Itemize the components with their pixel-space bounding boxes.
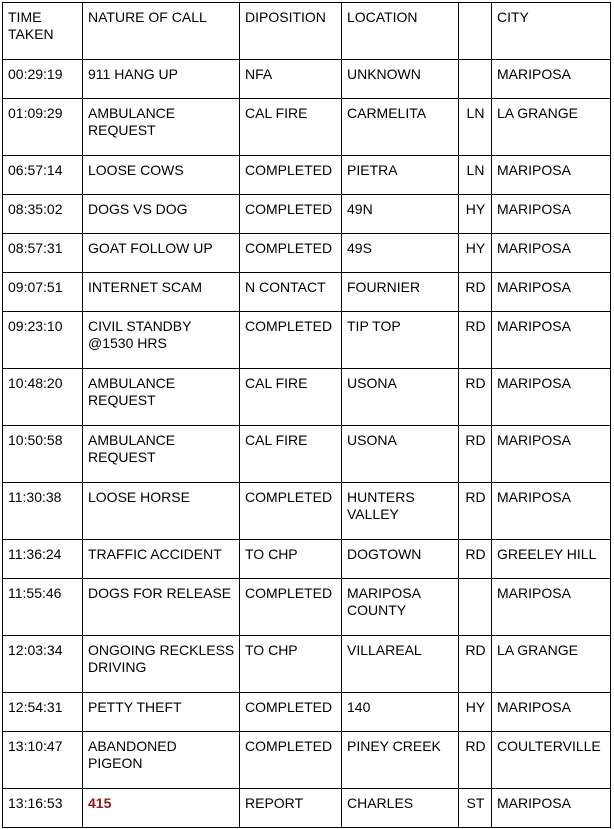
cell-nature: 415 <box>83 789 240 828</box>
cell-nature: TRAFFIC ACCIDENT <box>83 540 240 579</box>
cell-disposition: COMPLETED <box>240 156 342 195</box>
header-time: TIME TAKEN <box>3 3 83 60</box>
table-row <box>3 540 611 579</box>
cell-suffix: RD <box>459 732 492 789</box>
cell-time: 08:57:31 <box>3 234 83 273</box>
cell-city: MARIPOSA <box>492 312 611 369</box>
cell-disposition: NFA <box>240 60 342 99</box>
cell-suffix: LN <box>459 99 492 156</box>
cell-disposition: COMPLETED <box>240 234 342 273</box>
cell-location: 140 <box>342 693 459 732</box>
cell-city: MARIPOSA <box>492 60 611 99</box>
cell-city: MARIPOSA <box>492 426 611 483</box>
cell-suffix: RD <box>459 369 492 426</box>
cell-location: UNKNOWN <box>342 60 459 99</box>
cell-nature: INTERNET SCAM <box>83 273 240 312</box>
cell-disposition: COMPLETED <box>240 483 342 540</box>
cell-location: VILLAREAL <box>342 636 459 693</box>
table-row <box>3 60 611 99</box>
cell-location: FOURNIER <box>342 273 459 312</box>
header-city: CITY <box>492 3 611 60</box>
cell-disposition: N CONTACT <box>240 273 342 312</box>
cell-suffix: HY <box>459 195 492 234</box>
cell-disposition: COMPLETED <box>240 693 342 732</box>
cell-nature: DOGS VS DOG <box>83 195 240 234</box>
header-nature: NATURE OF CALL <box>83 3 240 60</box>
cell-disposition: CAL FIRE <box>240 369 342 426</box>
cell-time: 10:48:20 <box>3 369 83 426</box>
cell-city: MARIPOSA <box>492 156 611 195</box>
cell-nature: CIVIL STANDBY @1530 HRS <box>83 312 240 369</box>
cell-nature: GOAT FOLLOW UP <box>83 234 240 273</box>
table-row <box>3 312 611 369</box>
cell-disposition: TO CHP <box>240 540 342 579</box>
cell-location: PIETRA <box>342 156 459 195</box>
table-row <box>3 636 611 693</box>
cell-suffix: LN <box>459 156 492 195</box>
cell-city: MARIPOSA <box>492 273 611 312</box>
cell-location: CHARLES <box>342 789 459 828</box>
cell-suffix <box>459 60 492 99</box>
cell-suffix: RD <box>459 636 492 693</box>
cell-city: MARIPOSA <box>492 579 611 636</box>
table-row <box>3 99 611 156</box>
cell-disposition: REPORT <box>240 789 342 828</box>
cell-nature: LOOSE HORSE <box>83 483 240 540</box>
cell-location: MARIPOSA COUNTY <box>342 579 459 636</box>
cell-city: MARIPOSA <box>492 369 611 426</box>
cell-nature: ABANDONED PIGEON <box>83 732 240 789</box>
cell-disposition: COMPLETED <box>240 195 342 234</box>
cell-suffix <box>459 579 492 636</box>
cell-location: HUNTERS VALLEY <box>342 483 459 540</box>
table-row <box>3 483 611 540</box>
cell-city: COULTERVILLE <box>492 732 611 789</box>
cell-location: TIP TOP <box>342 312 459 369</box>
cell-time: 13:16:53 <box>3 789 83 828</box>
cell-nature: AMBULANCE REQUEST <box>83 369 240 426</box>
cell-suffix: RD <box>459 426 492 483</box>
header-disposition: DIPOSITION <box>240 3 342 60</box>
table-row <box>3 369 611 426</box>
table-row <box>3 693 611 732</box>
cell-location: USONA <box>342 426 459 483</box>
header-location: LOCATION <box>342 3 459 60</box>
cell-location: PINEY CREEK <box>342 732 459 789</box>
header-suffix <box>459 3 492 60</box>
table-row <box>3 732 611 789</box>
cell-time: 13:10:47 <box>3 732 83 789</box>
cell-nature: DOGS FOR RELEASE <box>83 579 240 636</box>
table-row <box>3 156 611 195</box>
cell-city: LA GRANGE <box>492 99 611 156</box>
cell-disposition: COMPLETED <box>240 312 342 369</box>
table-row <box>3 789 611 828</box>
cell-time: 11:36:24 <box>3 540 83 579</box>
cell-time: 10:50:58 <box>3 426 83 483</box>
table-row <box>3 195 611 234</box>
cell-time: 09:07:51 <box>3 273 83 312</box>
cell-suffix: RD <box>459 540 492 579</box>
table-row <box>3 426 611 483</box>
table-row <box>3 234 611 273</box>
cell-location: CARMELITA <box>342 99 459 156</box>
cell-suffix: ST <box>459 789 492 828</box>
cell-city: LA GRANGE <box>492 636 611 693</box>
cell-time: 01:09:29 <box>3 99 83 156</box>
cell-nature: ONGOING RECKLESS DRIVING <box>83 636 240 693</box>
cell-disposition: COMPLETED <box>240 732 342 789</box>
cell-suffix: RD <box>459 312 492 369</box>
cell-nature: LOOSE COWS <box>83 156 240 195</box>
call-log-table <box>2 2 611 828</box>
cell-city: MARIPOSA <box>492 483 611 540</box>
cell-suffix: RD <box>459 483 492 540</box>
cell-suffix: RD <box>459 273 492 312</box>
cell-time: 09:23:10 <box>3 312 83 369</box>
cell-disposition: TO CHP <box>240 636 342 693</box>
cell-time: 00:29:19 <box>3 60 83 99</box>
cell-city: MARIPOSA <box>492 195 611 234</box>
cell-suffix: HY <box>459 234 492 273</box>
cell-suffix: HY <box>459 693 492 732</box>
cell-city: GREELEY HILL <box>492 540 611 579</box>
table-row <box>3 273 611 312</box>
table-row <box>3 579 611 636</box>
cell-time: 11:55:46 <box>3 579 83 636</box>
cell-time: 08:35:02 <box>3 195 83 234</box>
cell-nature: AMBULANCE REQUEST <box>83 426 240 483</box>
cell-location: DOGTOWN <box>342 540 459 579</box>
cell-time: 12:54:31 <box>3 693 83 732</box>
cell-city: MARIPOSA <box>492 234 611 273</box>
cell-city: MARIPOSA <box>492 693 611 732</box>
cell-time: 06:57:14 <box>3 156 83 195</box>
cell-location: USONA <box>342 369 459 426</box>
cell-location: 49S <box>342 234 459 273</box>
cell-city: MARIPOSA <box>492 789 611 828</box>
cell-nature: 911 HANG UP <box>83 60 240 99</box>
cell-time: 12:03:34 <box>3 636 83 693</box>
cell-nature: PETTY THEFT <box>83 693 240 732</box>
cell-disposition: CAL FIRE <box>240 426 342 483</box>
cell-disposition: COMPLETED <box>240 579 342 636</box>
cell-nature: AMBULANCE REQUEST <box>83 99 240 156</box>
header-row <box>3 3 611 60</box>
cell-disposition: CAL FIRE <box>240 99 342 156</box>
cell-location: 49N <box>342 195 459 234</box>
cell-time: 11:30:38 <box>3 483 83 540</box>
